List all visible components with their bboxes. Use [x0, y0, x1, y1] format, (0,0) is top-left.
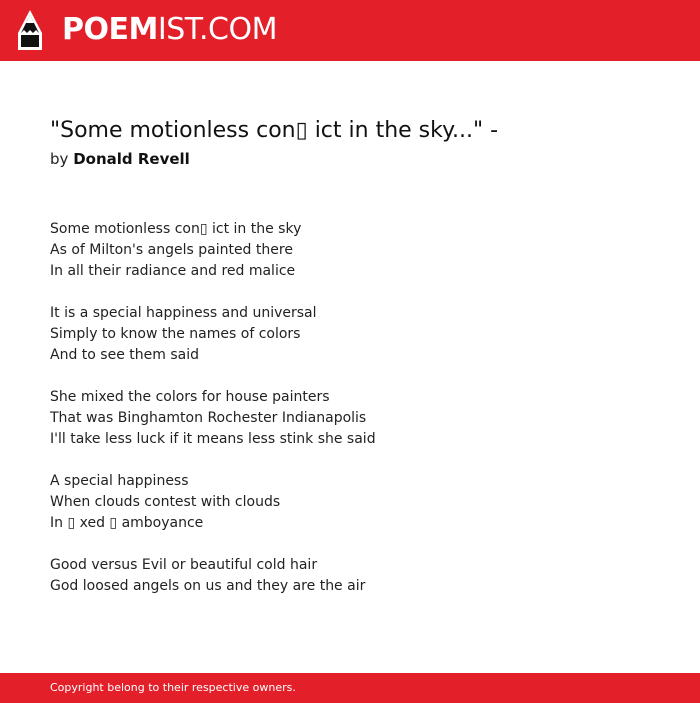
author-name: Donald Revell — [73, 150, 190, 168]
brand-bold: POEM — [62, 12, 158, 47]
poem-line: In all their radiance and red malice — [50, 263, 296, 279]
poem-byline — [50, 149, 190, 169]
stanza — [50, 555, 670, 597]
poem-line: That was Binghamton Rochester Indianapolis — [50, 410, 367, 426]
poem-line: God loosed angels on us and they are the air — [50, 578, 366, 594]
poem-body — [50, 219, 670, 618]
stanza — [50, 303, 670, 366]
poem-line: As of Milton's angels painted there — [50, 242, 293, 258]
stanza — [50, 471, 670, 534]
poem-line: In ▯ xed ▯ amboyance — [50, 515, 204, 531]
poem-line: Some motionless con▯ ict in the sky — [50, 221, 302, 237]
site-logo-text[interactable] — [62, 13, 277, 47]
poem-line: I'll take less luck if it means less stink she said — [50, 431, 376, 447]
poem-line: A special happiness — [50, 473, 189, 489]
brand-light: IST.COM — [157, 12, 277, 47]
stanza — [50, 387, 670, 450]
by-label: by — [50, 150, 69, 168]
poem-line: She mixed the colors for house painters — [50, 389, 330, 405]
site-footer — [0, 673, 700, 703]
poem-line: It is a special happiness and universal — [50, 305, 317, 321]
poem-line: And to see them said — [50, 347, 199, 363]
pencil-tip-icon[interactable] — [16, 9, 44, 51]
stanza — [50, 219, 670, 282]
poem-line: Good versus Evil or beautiful cold hair — [50, 557, 318, 573]
poem-title: "Some motionless con▯ ict in the sky..." - — [50, 118, 499, 143]
copyright-text: Copyright belong to their respective owners. — [50, 681, 296, 694]
poem-line: Simply to know the names of colors — [50, 326, 301, 342]
site-header — [0, 0, 700, 61]
poem-line: When clouds contest with clouds — [50, 494, 281, 510]
